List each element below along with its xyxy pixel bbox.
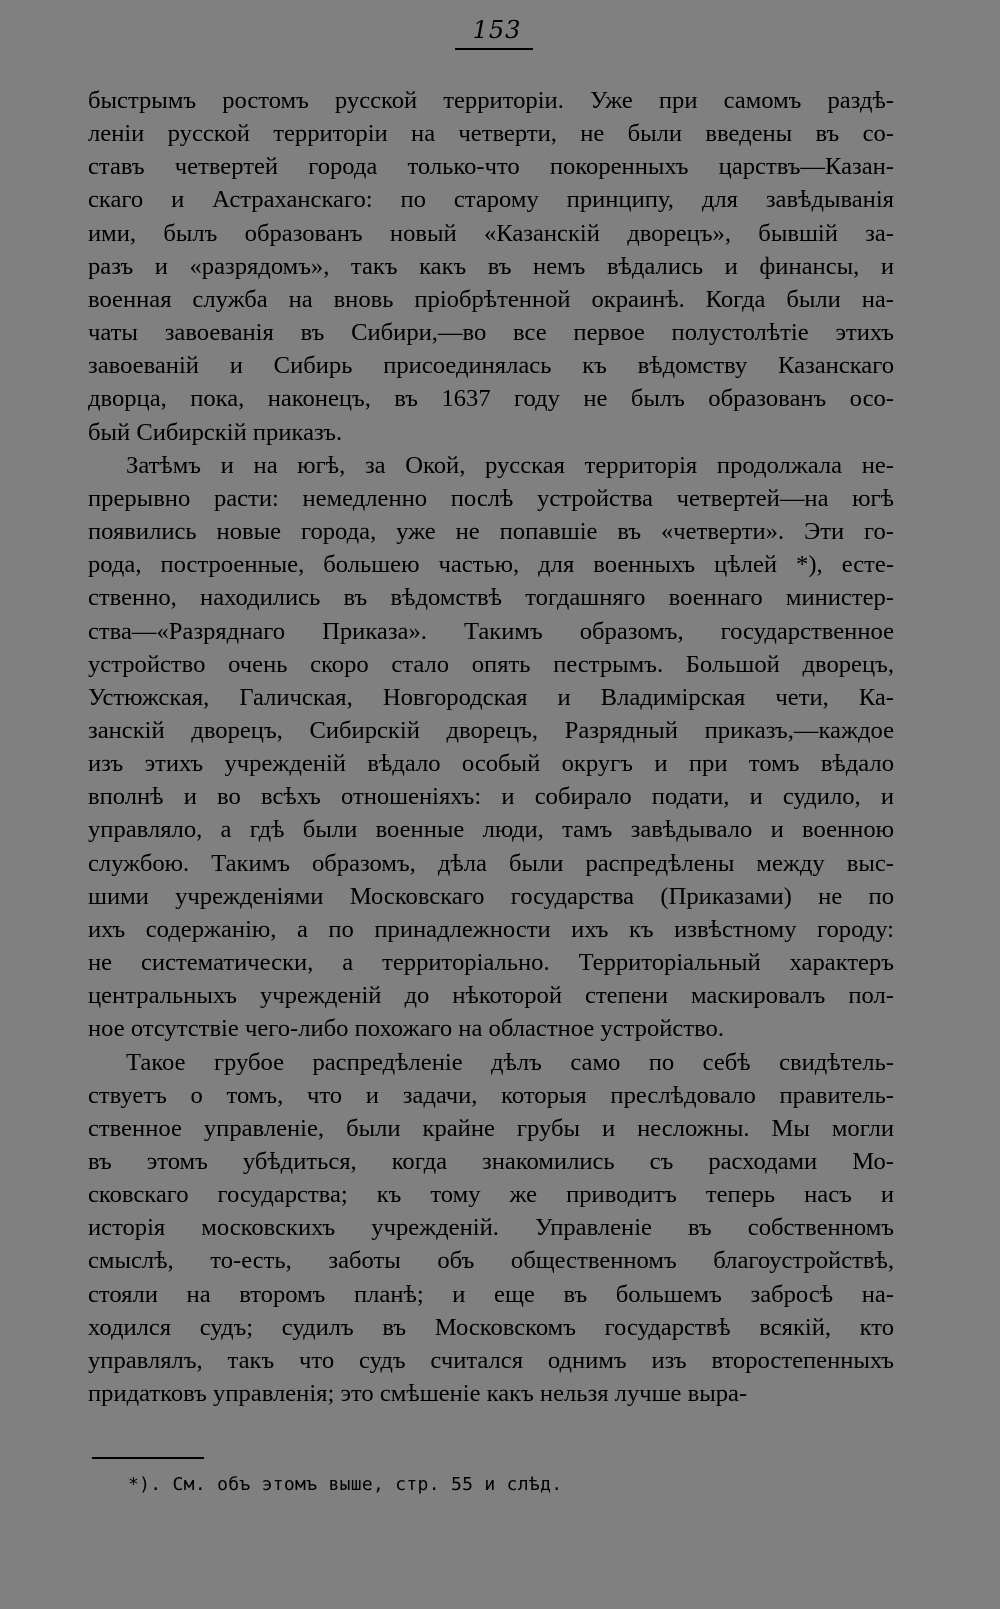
text-line: изъ этихъ учрежденій вѣдало особый округъ и при томъ вѣдало [88, 750, 894, 778]
text-line: леніи русской территоріи на четверти, не были введены въ со- [88, 120, 894, 148]
text-line: шими учрежденіями Московскаго государства (Приказами) не по [88, 882, 894, 910]
text-line: вполнѣ и во всѣхъ отношеніяхъ: и собирало подати, и судило, и [88, 783, 894, 811]
paragraph-1 [88, 84, 894, 449]
text-line: Затѣмъ и на югѣ, за Окой, русская территорія продолжала не- [126, 451, 894, 479]
text-line: въ этомъ убѣдиться, когда знакомились съ расходами Мо- [88, 1148, 894, 1175]
text-line: устройство очень скоро стало опять пестрымъ. Большой дворецъ, [88, 650, 894, 678]
text-line: разъ и «разрядомъ», такъ какъ въ немъ вѣдались и финансы, и [88, 252, 894, 280]
text-line: смыслѣ, то-есть, заботы объ общественномъ благоустройствѣ, [88, 1247, 894, 1275]
text-line: Устюжская, Галичская, Новгородская и Владимірская чети, Ка- [88, 683, 894, 711]
text-line: ходился судъ; судилъ въ Московскомъ государствѣ всякій, кто [88, 1313, 894, 1341]
text-line: ствуетъ о томъ, что и задачи, которыя преслѣдовало правитель- [88, 1081, 894, 1109]
text-line: ставъ четвертей города только-что покоренныхъ царствъ—Казан- [88, 153, 894, 181]
text-line: ственное управленіе, были крайне грубы и несложны. Мы могли [88, 1114, 894, 1142]
footnote-rule [92, 1457, 204, 1459]
text-line: рода, построенные, большею частью, для военныхъ цѣлей *), есте- [88, 551, 894, 579]
text-line: военная служба на вновь пріобрѣтенной окраинѣ. Когда были на- [88, 285, 894, 313]
text-line: скаго и Астраханскаго: по старому принципу, для завѣдыванія [88, 186, 894, 214]
text-line: не систематически, а территоріально. Территоріальный характеръ [88, 949, 894, 977]
text-line: появились новые города, уже не попавшіе въ «четверти». Эти го- [88, 518, 894, 546]
text-line: управлялъ, такъ что судъ считался однимъ изъ второстепенныхъ [88, 1346, 894, 1374]
text-line: завоеваній и Сибирь присоединялась къ вѣдомству Казанскаго [88, 352, 894, 380]
text-line: исторія московскихъ учрежденій. Управленіе въ собственномъ [88, 1214, 894, 1242]
text-line: придатковъ управленія; это смѣшеніе какъ нельзя лучше выра- [88, 1380, 748, 1408]
text-line: ства—«Разряднаго Приказа». Такимъ образомъ, государственное [88, 617, 894, 645]
text-line: бый Сибирскій приказъ. [88, 418, 343, 446]
text-line: сковскаго государства; къ тому же приводитъ теперь насъ и [88, 1181, 894, 1209]
text-line: центральныхъ учрежденій до нѣкоторой степени маскировалъ пол- [88, 982, 894, 1010]
text-line: управляло, а гдѣ были военные люди, тамъ завѣдывало и военною [88, 816, 894, 844]
page-number-rule [455, 48, 533, 50]
text-line: стояли на второмъ планѣ; и еще въ большемъ забросѣ на- [88, 1280, 894, 1308]
text-line: прерывно расти: немедленно послѣ устройства четвертей—на югѣ [88, 484, 894, 512]
text-line: ихъ содержанію, а по принадлежности ихъ къ извѣстному городу: [88, 915, 894, 943]
text-line: ное отсутствіе чего-либо похожаго на областное устройство. [88, 1015, 724, 1043]
text-line: занскій дворецъ, Сибирскій дворецъ, Разрядный приказъ,—каждое [88, 716, 894, 744]
text-line: ственно, находились въ вѣдомствѣ тогдашняго военнаго министер- [88, 584, 894, 612]
text-line: ими, былъ образованъ новый «Казанскій дворецъ», бывшій за- [88, 219, 894, 247]
text-line: Такое грубое распредѣленіе дѣлъ само по себѣ свидѣтель- [126, 1048, 894, 1076]
text-line: быстрымъ ростомъ русской территоріи. Уже при самомъ раздѣ- [88, 87, 894, 114]
paragraph-3 [88, 1046, 894, 1411]
body-text [88, 84, 894, 1410]
page-number: 153 [472, 16, 522, 44]
paragraph-2 [88, 449, 894, 1046]
footnote: *). См. объ этомъ выше, стр. 55 и слѣд. [128, 1474, 563, 1495]
text-line: службою. Такимъ образомъ, дѣла были распредѣлены между выс- [88, 849, 894, 877]
text-line: дворца, пока, наконецъ, въ 1637 году не былъ образованъ осо- [88, 385, 894, 413]
text-line: чаты завоеванія въ Сибири,—во все первое полустолѣтіе этихъ [88, 319, 894, 347]
